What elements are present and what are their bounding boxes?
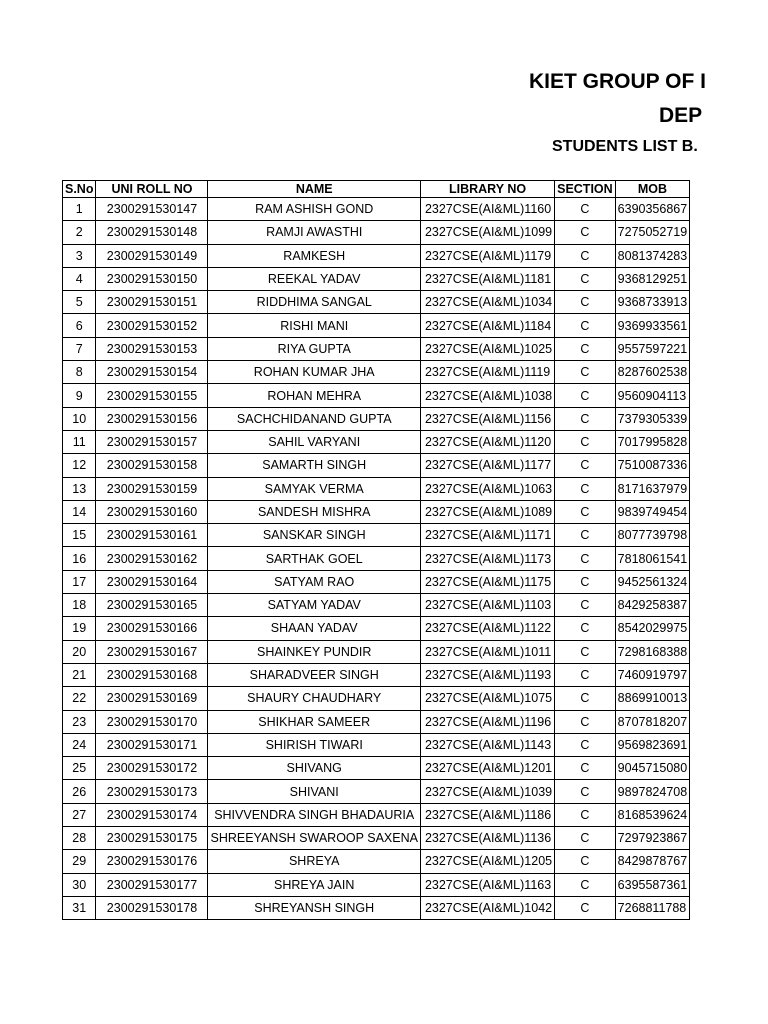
cell-library-no: 2327CSE(AI&ML)1201 — [420, 757, 554, 780]
cell-section: C — [555, 198, 616, 221]
cell-sno: 23 — [63, 710, 96, 733]
cell-name: SHIVVENDRA SINGH BHADAURIA — [208, 803, 420, 826]
cell-name: SHAAN YADAV — [208, 617, 420, 640]
cell-sno: 2 — [63, 221, 96, 244]
cell-sno: 6 — [63, 314, 96, 337]
cell-name: REEKAL YADAV — [208, 267, 420, 290]
cell-roll-no: 2300291530155 — [96, 384, 208, 407]
cell-name: SHREYA JAIN — [208, 873, 420, 896]
table-row — [63, 710, 690, 733]
header-name: NAME — [208, 181, 420, 198]
cell-section: C — [555, 477, 616, 500]
cell-sno: 20 — [63, 640, 96, 663]
cell-library-no: 2327CSE(AI&ML)1177 — [420, 454, 554, 477]
table-row — [63, 198, 690, 221]
document-title: KIET GROUP OF I — [529, 70, 706, 93]
cell-roll-no: 2300291530165 — [96, 594, 208, 617]
cell-sno: 18 — [63, 594, 96, 617]
cell-library-no: 2327CSE(AI&ML)1196 — [420, 710, 554, 733]
cell-library-no: 2327CSE(AI&ML)1034 — [420, 291, 554, 314]
cell-name: SHARADVEER SINGH — [208, 663, 420, 686]
cell-sno: 12 — [63, 454, 96, 477]
cell-mob: 9557597221 — [615, 337, 690, 360]
cell-section: C — [555, 896, 616, 919]
table-row — [63, 454, 690, 477]
table-row — [63, 850, 690, 873]
cell-library-no: 2327CSE(AI&ML)1038 — [420, 384, 554, 407]
cell-roll-no: 2300291530171 — [96, 733, 208, 756]
table-row — [63, 594, 690, 617]
table-header-row — [63, 181, 690, 198]
cell-mob: 7510087336 — [615, 454, 690, 477]
cell-mob: 8707818207 — [615, 710, 690, 733]
cell-section: C — [555, 803, 616, 826]
table-row — [63, 221, 690, 244]
cell-section: C — [555, 687, 616, 710]
cell-mob: 8168539624 — [615, 803, 690, 826]
cell-roll-no: 2300291530158 — [96, 454, 208, 477]
cell-sno: 30 — [63, 873, 96, 896]
cell-sno: 19 — [63, 617, 96, 640]
cell-sno: 9 — [63, 384, 96, 407]
cell-name: RISHI MANI — [208, 314, 420, 337]
cell-library-no: 2327CSE(AI&ML)1011 — [420, 640, 554, 663]
cell-mob: 8542029975 — [615, 617, 690, 640]
cell-sno: 1 — [63, 198, 96, 221]
cell-name: SHIVANI — [208, 780, 420, 803]
cell-roll-no: 2300291530157 — [96, 430, 208, 453]
cell-section: C — [555, 314, 616, 337]
cell-roll-no: 2300291530161 — [96, 524, 208, 547]
cell-mob: 9368129251 — [615, 267, 690, 290]
cell-library-no: 2327CSE(AI&ML)1089 — [420, 500, 554, 523]
cell-roll-no: 2300291530170 — [96, 710, 208, 733]
cell-name: SHREEYANSH SWAROOP SAXENA — [208, 827, 420, 850]
cell-roll-no: 2300291530167 — [96, 640, 208, 663]
students-table — [62, 180, 690, 920]
cell-sno: 25 — [63, 757, 96, 780]
cell-roll-no: 2300291530159 — [96, 477, 208, 500]
cell-section: C — [555, 384, 616, 407]
cell-roll-no: 2300291530154 — [96, 361, 208, 384]
table-row — [63, 361, 690, 384]
cell-mob: 6395587361 — [615, 873, 690, 896]
cell-roll-no: 2300291530152 — [96, 314, 208, 337]
table-row — [63, 267, 690, 290]
cell-sno: 27 — [63, 803, 96, 826]
table-row — [63, 524, 690, 547]
cell-mob: 8429878767 — [615, 850, 690, 873]
cell-roll-no: 2300291530178 — [96, 896, 208, 919]
cell-roll-no: 2300291530169 — [96, 687, 208, 710]
cell-library-no: 2327CSE(AI&ML)1136 — [420, 827, 554, 850]
table-row — [63, 547, 690, 570]
cell-roll-no: 2300291530174 — [96, 803, 208, 826]
cell-library-no: 2327CSE(AI&ML)1171 — [420, 524, 554, 547]
cell-library-no: 2327CSE(AI&ML)1173 — [420, 547, 554, 570]
cell-section: C — [555, 640, 616, 663]
cell-section: C — [555, 430, 616, 453]
cell-section: C — [555, 267, 616, 290]
cell-name: RIDDHIMA SANGAL — [208, 291, 420, 314]
cell-mob: 7460919797 — [615, 663, 690, 686]
cell-section: C — [555, 617, 616, 640]
table-row — [63, 314, 690, 337]
cell-library-no: 2327CSE(AI&ML)1025 — [420, 337, 554, 360]
cell-mob: 9560904113 — [615, 384, 690, 407]
cell-mob: 9569823691 — [615, 733, 690, 756]
cell-sno: 22 — [63, 687, 96, 710]
cell-name: SANSKAR SINGH — [208, 524, 420, 547]
cell-library-no: 2327CSE(AI&ML)1120 — [420, 430, 554, 453]
table-row — [63, 430, 690, 453]
header-roll-no: UNI ROLL NO — [96, 181, 208, 198]
cell-library-no: 2327CSE(AI&ML)1160 — [420, 198, 554, 221]
cell-name: SACHCHIDANAND GUPTA — [208, 407, 420, 430]
table-row — [63, 733, 690, 756]
cell-mob: 7298168388 — [615, 640, 690, 663]
cell-section: C — [555, 710, 616, 733]
table-row — [63, 617, 690, 640]
cell-sno: 10 — [63, 407, 96, 430]
cell-roll-no: 2300291530153 — [96, 337, 208, 360]
cell-library-no: 2327CSE(AI&ML)1119 — [420, 361, 554, 384]
cell-mob: 8429258387 — [615, 594, 690, 617]
cell-section: C — [555, 850, 616, 873]
cell-roll-no: 2300291530156 — [96, 407, 208, 430]
cell-mob: 7379305339 — [615, 407, 690, 430]
table-row — [63, 780, 690, 803]
cell-name: RAMKESH — [208, 244, 420, 267]
cell-mob: 9452561324 — [615, 570, 690, 593]
cell-library-no: 2327CSE(AI&ML)1143 — [420, 733, 554, 756]
cell-name: ROHAN MEHRA — [208, 384, 420, 407]
cell-name: RAMJI AWASTHI — [208, 221, 420, 244]
table-row — [63, 873, 690, 896]
cell-roll-no: 2300291530148 — [96, 221, 208, 244]
cell-sno: 26 — [63, 780, 96, 803]
cell-mob: 9839749454 — [615, 500, 690, 523]
cell-library-no: 2327CSE(AI&ML)1193 — [420, 663, 554, 686]
cell-roll-no: 2300291530168 — [96, 663, 208, 686]
cell-mob: 8287602538 — [615, 361, 690, 384]
table-row — [63, 337, 690, 360]
cell-section: C — [555, 524, 616, 547]
cell-mob: 7275052719 — [615, 221, 690, 244]
cell-section: C — [555, 570, 616, 593]
department-title: DEP — [659, 104, 703, 127]
table-row — [63, 757, 690, 780]
table-row — [63, 896, 690, 919]
cell-name: SARTHAK GOEL — [208, 547, 420, 570]
cell-library-no: 2327CSE(AI&ML)1175 — [420, 570, 554, 593]
table-row — [63, 477, 690, 500]
cell-roll-no: 2300291530149 — [96, 244, 208, 267]
table-row — [63, 827, 690, 850]
cell-sno: 5 — [63, 291, 96, 314]
cell-roll-no: 2300291530166 — [96, 617, 208, 640]
table-row — [63, 570, 690, 593]
cell-sno: 21 — [63, 663, 96, 686]
list-title: STUDENTS LIST B. — [552, 138, 698, 155]
cell-name: SHAINKEY PUNDIR — [208, 640, 420, 663]
cell-section: C — [555, 780, 616, 803]
cell-mob: 8077739798 — [615, 524, 690, 547]
cell-name: SHIVANG — [208, 757, 420, 780]
cell-sno: 14 — [63, 500, 96, 523]
table-row — [63, 384, 690, 407]
cell-section: C — [555, 291, 616, 314]
cell-library-no: 2327CSE(AI&ML)1075 — [420, 687, 554, 710]
cell-section: C — [555, 757, 616, 780]
cell-section: C — [555, 361, 616, 384]
table-row — [63, 407, 690, 430]
cell-sno: 11 — [63, 430, 96, 453]
cell-section: C — [555, 337, 616, 360]
table-row — [63, 500, 690, 523]
header-library-no: LIBRARY NO — [420, 181, 554, 198]
header-section: SECTION — [555, 181, 616, 198]
cell-library-no: 2327CSE(AI&ML)1103 — [420, 594, 554, 617]
cell-roll-no: 2300291530173 — [96, 780, 208, 803]
cell-name: SHIKHAR SAMEER — [208, 710, 420, 733]
cell-roll-no: 2300291530164 — [96, 570, 208, 593]
cell-name: SATYAM YADAV — [208, 594, 420, 617]
cell-name: SHIRISH TIWARI — [208, 733, 420, 756]
cell-library-no: 2327CSE(AI&ML)1099 — [420, 221, 554, 244]
cell-name: SANDESH MISHRA — [208, 500, 420, 523]
cell-section: C — [555, 594, 616, 617]
cell-roll-no: 2300291530160 — [96, 500, 208, 523]
cell-roll-no: 2300291530150 — [96, 267, 208, 290]
cell-library-no: 2327CSE(AI&ML)1163 — [420, 873, 554, 896]
cell-roll-no: 2300291530177 — [96, 873, 208, 896]
cell-name: RAM ASHISH GOND — [208, 198, 420, 221]
cell-sno: 15 — [63, 524, 96, 547]
cell-mob: 8171637979 — [615, 477, 690, 500]
cell-section: C — [555, 407, 616, 430]
table-row — [63, 803, 690, 826]
cell-section: C — [555, 547, 616, 570]
cell-section: C — [555, 244, 616, 267]
cell-mob: 9045715080 — [615, 757, 690, 780]
cell-name: RIYA GUPTA — [208, 337, 420, 360]
cell-sno: 29 — [63, 850, 96, 873]
cell-name: SAMARTH SINGH — [208, 454, 420, 477]
cell-library-no: 2327CSE(AI&ML)1205 — [420, 850, 554, 873]
cell-sno: 31 — [63, 896, 96, 919]
cell-library-no: 2327CSE(AI&ML)1184 — [420, 314, 554, 337]
cell-mob: 7297923867 — [615, 827, 690, 850]
header-mob: MOB — [615, 181, 690, 198]
table-row — [63, 291, 690, 314]
cell-name: SHREYANSH SINGH — [208, 896, 420, 919]
header-sno: S.No — [63, 181, 96, 198]
cell-mob: 8081374283 — [615, 244, 690, 267]
cell-library-no: 2327CSE(AI&ML)1063 — [420, 477, 554, 500]
cell-name: SAMYAK VERMA — [208, 477, 420, 500]
cell-roll-no: 2300291530162 — [96, 547, 208, 570]
table-row — [63, 687, 690, 710]
cell-name: ROHAN KUMAR JHA — [208, 361, 420, 384]
cell-mob: 8869910013 — [615, 687, 690, 710]
cell-section: C — [555, 221, 616, 244]
cell-library-no: 2327CSE(AI&ML)1039 — [420, 780, 554, 803]
cell-library-no: 2327CSE(AI&ML)1186 — [420, 803, 554, 826]
cell-library-no: 2327CSE(AI&ML)1122 — [420, 617, 554, 640]
table-row — [63, 244, 690, 267]
cell-sno: 24 — [63, 733, 96, 756]
cell-sno: 4 — [63, 267, 96, 290]
cell-sno: 13 — [63, 477, 96, 500]
cell-sno: 7 — [63, 337, 96, 360]
cell-roll-no: 2300291530175 — [96, 827, 208, 850]
cell-library-no: 2327CSE(AI&ML)1179 — [420, 244, 554, 267]
cell-roll-no: 2300291530176 — [96, 850, 208, 873]
cell-sno: 28 — [63, 827, 96, 850]
cell-section: C — [555, 500, 616, 523]
cell-mob: 9369933561 — [615, 314, 690, 337]
cell-mob: 6390356867 — [615, 198, 690, 221]
cell-sno: 17 — [63, 570, 96, 593]
cell-section: C — [555, 873, 616, 896]
cell-mob: 9897824708 — [615, 780, 690, 803]
cell-section: C — [555, 733, 616, 756]
cell-section: C — [555, 454, 616, 477]
cell-mob: 7818061541 — [615, 547, 690, 570]
cell-name: SHAURY CHAUDHARY — [208, 687, 420, 710]
cell-library-no: 2327CSE(AI&ML)1181 — [420, 267, 554, 290]
cell-mob: 9368733913 — [615, 291, 690, 314]
cell-mob: 7017995828 — [615, 430, 690, 453]
cell-mob: 7268811788 — [615, 896, 690, 919]
cell-library-no: 2327CSE(AI&ML)1156 — [420, 407, 554, 430]
cell-name: SAHIL VARYANI — [208, 430, 420, 453]
cell-name: SHREYA — [208, 850, 420, 873]
cell-roll-no: 2300291530172 — [96, 757, 208, 780]
cell-sno: 16 — [63, 547, 96, 570]
cell-roll-no: 2300291530147 — [96, 198, 208, 221]
cell-sno: 3 — [63, 244, 96, 267]
cell-section: C — [555, 663, 616, 686]
table-row — [63, 663, 690, 686]
cell-roll-no: 2300291530151 — [96, 291, 208, 314]
table-row — [63, 640, 690, 663]
cell-section: C — [555, 827, 616, 850]
cell-sno: 8 — [63, 361, 96, 384]
cell-library-no: 2327CSE(AI&ML)1042 — [420, 896, 554, 919]
cell-name: SATYAM RAO — [208, 570, 420, 593]
